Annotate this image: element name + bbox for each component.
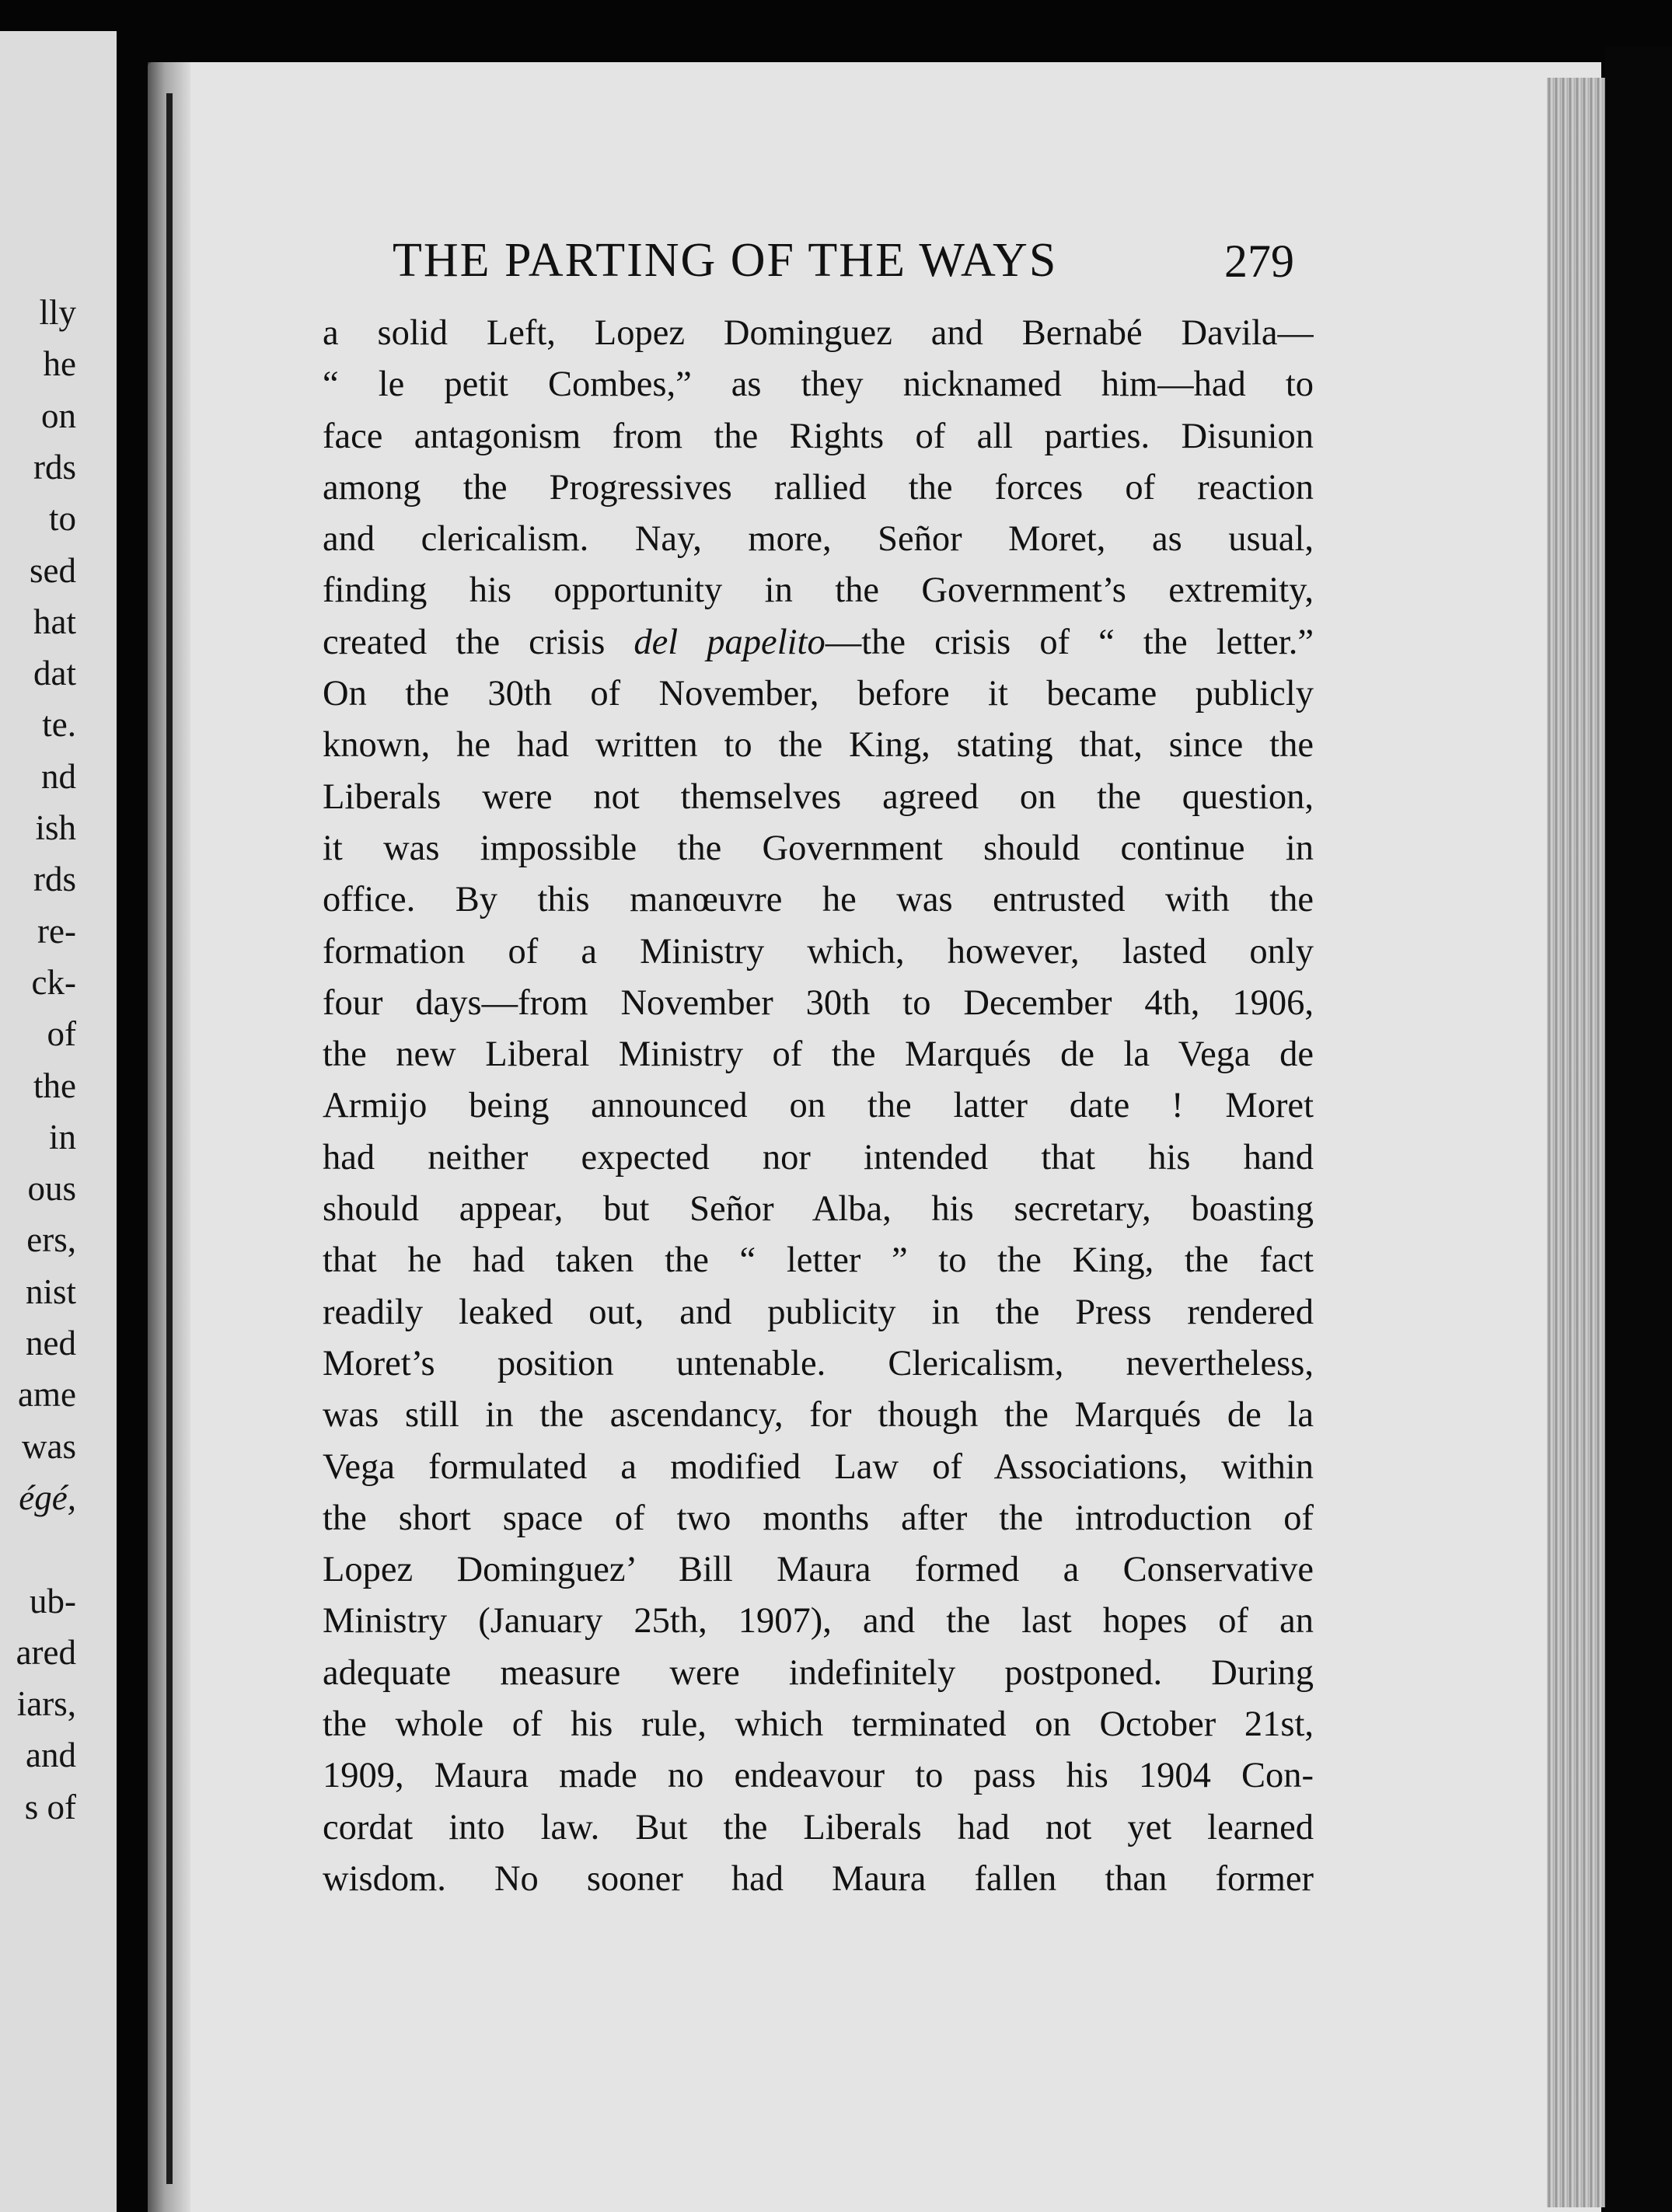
previous-page-line: iars, (16, 1684, 76, 1724)
text-line: Lopez Dominguez’ Bill Maura formed a Conservative (323, 1550, 1314, 1590)
previous-page-line: nist (25, 1272, 76, 1311)
text-line: a solid Left, Lopez Dominguez and Bernabé Davila— (323, 313, 1314, 353)
previous-page-line: ub- (30, 1581, 76, 1621)
text-line: readily leaked out, and publicity in the Press rendered (323, 1292, 1314, 1332)
previous-page-line: he (43, 344, 76, 384)
previous-page-line: of (47, 1014, 76, 1054)
previous-page-line: the (33, 1066, 76, 1105)
text-line: created the crisis del papelito—the crisis of “ the letter.” (323, 622, 1314, 662)
text-line: Moret’s position untenable. Clericalism, nevertheless, (323, 1343, 1314, 1383)
running-header (393, 233, 1325, 292)
previous-page-line: ers, (26, 1220, 76, 1260)
text-line: cordat into law. But the Liberals had not yet learned (323, 1807, 1314, 1847)
previous-page-line: to (48, 499, 76, 539)
previous-page-line: on (41, 396, 76, 435)
text-line: office. By this manœuvre he was entrusted with the (323, 880, 1314, 920)
body-text (323, 308, 1314, 1905)
previous-page-line: nd (41, 756, 76, 796)
text-line: Vega formulated a modified Law of Associations, within (323, 1446, 1314, 1487)
previous-page-line: ck- (31, 962, 76, 1002)
previous-page-line: ned (26, 1324, 76, 1362)
text-line: Armijo being announced on the latter date ! Moret (323, 1086, 1314, 1126)
previous-page-edge (0, 31, 117, 2212)
text-line: known, he had written to the King, stating that, since the (323, 725, 1314, 766)
previous-page-line: dat (33, 654, 76, 693)
previous-page-line: sed (30, 550, 76, 590)
text-line: On the 30th of November, before it became publicly (323, 674, 1314, 714)
text-line: had neither expected nor intended that his hand (323, 1137, 1314, 1178)
text-line: formation of a Ministry which, however, lasted only (323, 931, 1314, 972)
text-line: Ministry (January 25th, 1907), and the last hopes of an (323, 1601, 1314, 1642)
text-line: finding his opportunity in the Government’s extremity, (323, 570, 1314, 611)
scan-background-right (1605, 47, 1672, 2212)
running-head-title: THE PARTING OF THE WAYS (393, 234, 1058, 287)
text-line: it was impossible the Government should continue in (323, 828, 1314, 868)
text-line: 1909, Maura made no endeavour to pass his 1904 Con- (323, 1756, 1314, 1796)
text-line: among the Progressives rallied the forces of reaction (323, 467, 1314, 508)
previous-page-line: s of (24, 1787, 76, 1826)
previous-page-line: hat (33, 602, 76, 641)
previous-page-line: rds (33, 447, 76, 487)
text-line: that he had taken the “ letter ” to the King, the fact (323, 1240, 1314, 1281)
previous-page-line: in (48, 1117, 76, 1157)
text-line: face antagonism from the Rights of all parties. Disunion (323, 416, 1314, 456)
previous-page-line: ous (27, 1169, 76, 1209)
text-line: the new Liberal Ministry of the Marqués de la Vega de (323, 1034, 1314, 1075)
previous-page-line: ish (35, 808, 76, 847)
previous-page-line: lly (39, 293, 76, 332)
text-line: was still in the ascendancy, for though the Marqués de la (323, 1395, 1314, 1436)
text-line: “ le petit Combes,” as they nicknamed him—had to (323, 365, 1314, 405)
text-line: wisdom. No sooner had Maura fallen than former (323, 1858, 1314, 1899)
previous-page-line: ame (18, 1375, 76, 1415)
text-line: the short space of two months after the introduction of (323, 1498, 1314, 1538)
previous-page-line: rds (33, 860, 76, 899)
previous-page-line: was (22, 1426, 76, 1466)
previous-page-line: re- (37, 911, 76, 951)
previous-page-line: égé, (19, 1478, 76, 1517)
text-line: should appear, but Señor Alba, his secretary, boasting (323, 1189, 1314, 1230)
text-line: the whole of his rule, which terminated on October 21st, (323, 1704, 1314, 1745)
previous-page-line: ared (16, 1632, 76, 1672)
text-line: four days—from November 30th to December 4th, 1906, (323, 982, 1314, 1023)
gutter-binding-line (166, 93, 173, 2184)
text-line: adequate measure were indefinitely postponed. During (323, 1652, 1314, 1693)
text-line: and clericalism. Nay, more, Señor Moret, as usual, (323, 519, 1314, 560)
text-line: Liberals were not themselves agreed on the question, (323, 776, 1314, 817)
page-number: 279 (1224, 236, 1294, 287)
previous-page-line: and (26, 1736, 76, 1775)
previous-page-line: te. (42, 705, 76, 745)
page-stack-edge (1547, 78, 1605, 2207)
